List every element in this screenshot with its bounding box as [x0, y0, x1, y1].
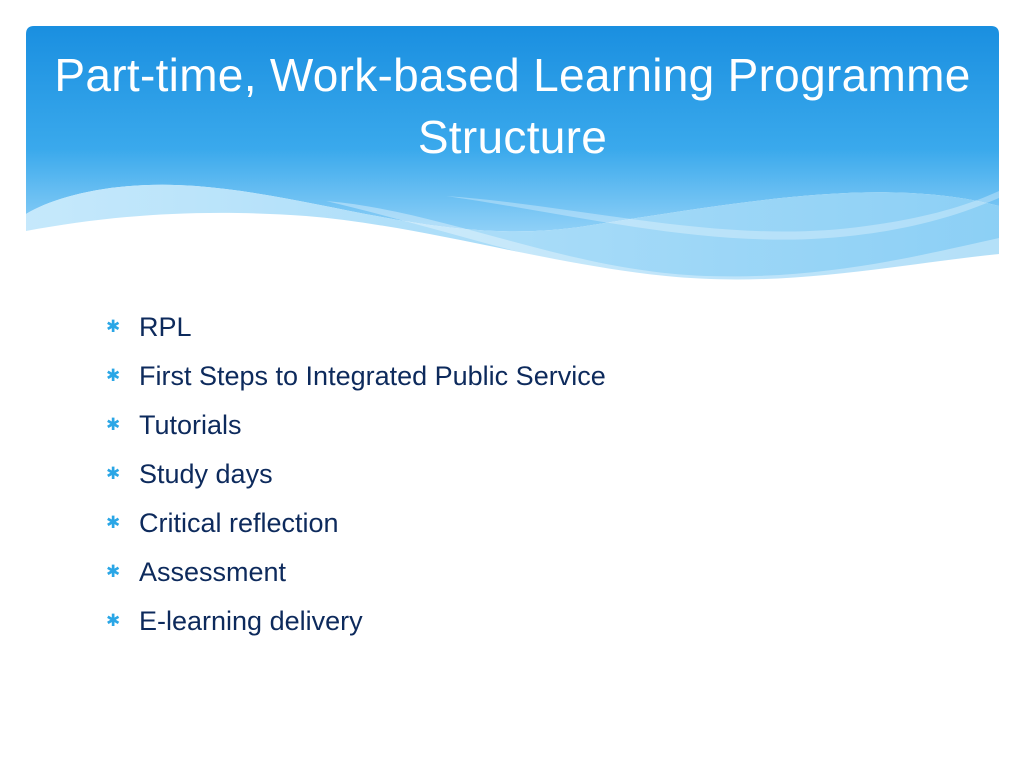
bullet-text: Tutorials [139, 410, 242, 440]
bullet-text: E-learning delivery [139, 606, 363, 636]
bullet-text: Assessment [139, 557, 287, 587]
bullet-item [106, 597, 606, 646]
bullet-text: Critical reflection [139, 508, 339, 538]
bullet-list [106, 303, 606, 646]
asterisk-bullet-icon: ✱ [106, 611, 121, 631]
bullet-item [106, 548, 606, 597]
asterisk-bullet-icon: ✱ [106, 366, 121, 386]
bullet-item [106, 352, 606, 401]
bullet-text: First Steps to Integrated Public Service [139, 361, 606, 391]
asterisk-bullet-icon: ✱ [106, 464, 121, 484]
bullet-item [106, 303, 606, 352]
bullet-text: Study days [139, 459, 273, 489]
bullet-item [106, 499, 606, 548]
bullet-text: RPL [139, 312, 192, 342]
slide-title: Part-time, Work-based Learning Programme Structure [54, 49, 971, 163]
asterisk-bullet-icon: ✱ [106, 562, 121, 582]
asterisk-bullet-icon: ✱ [106, 317, 121, 337]
bullet-item [106, 401, 606, 450]
bullet-item [106, 450, 606, 499]
asterisk-bullet-icon: ✱ [106, 513, 121, 533]
asterisk-bullet-icon: ✱ [106, 415, 121, 435]
